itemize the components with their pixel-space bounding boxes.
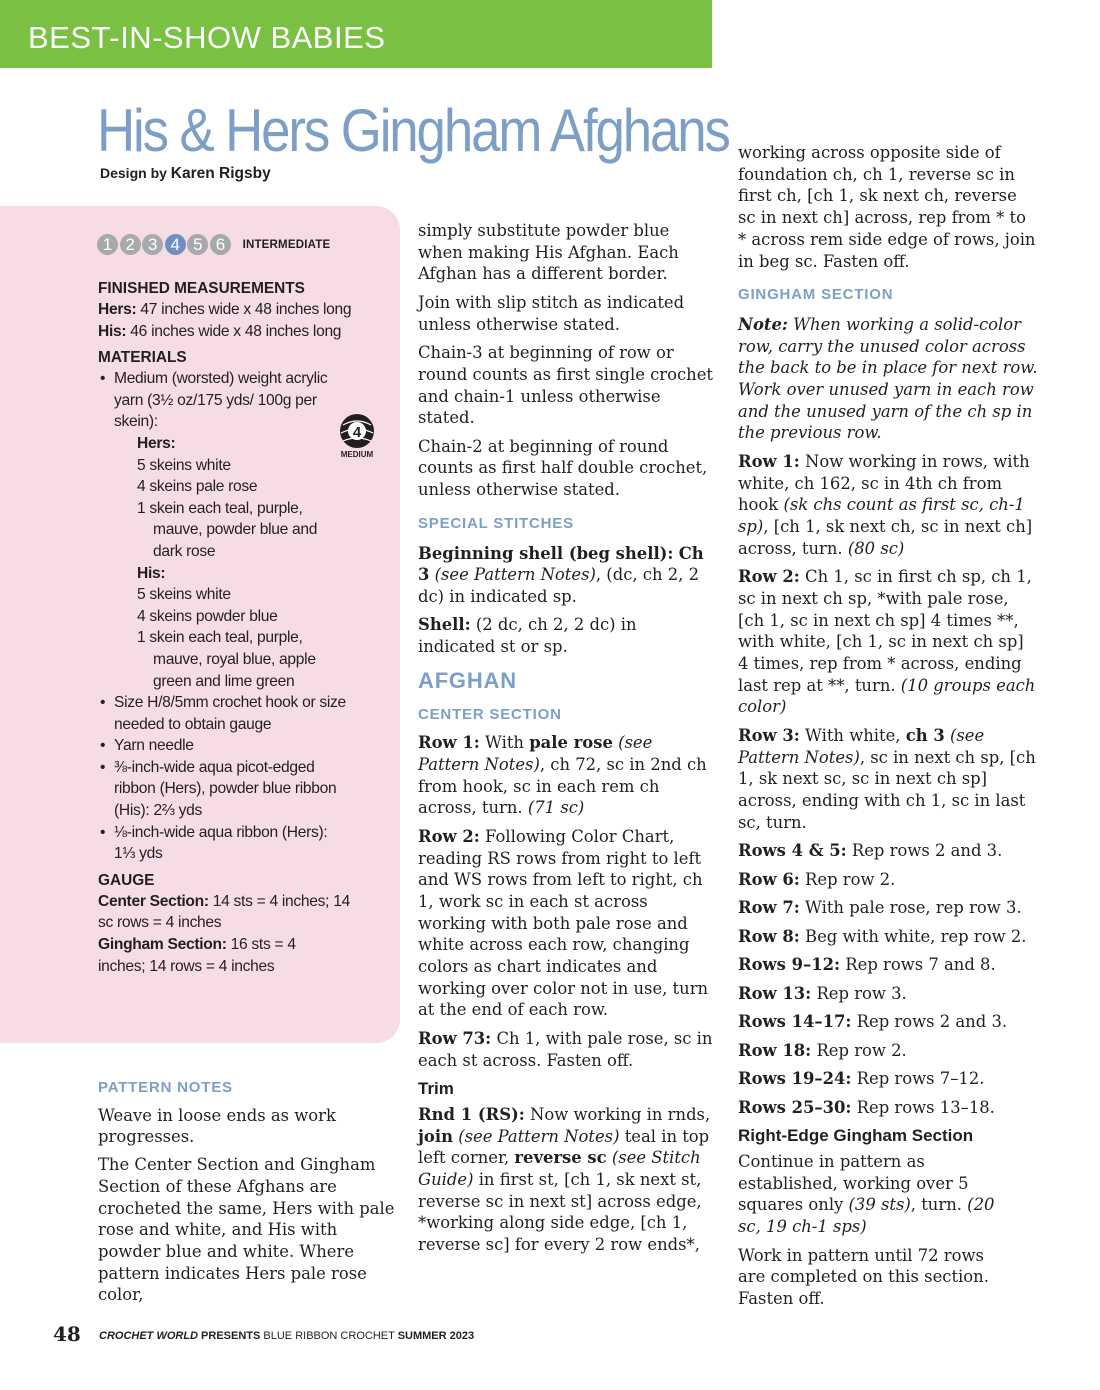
right-edge-p1: Continue in pattern as established, working over 5 squares only (39 sts), turn. (20 sc, 19 ch-1 sps) (738, 1151, 995, 1237)
gingham-row: Rows 19–24: Rep rows 7–12. (738, 1069, 985, 1089)
rnd-1-instruction: Rnd 1 (RS): Now working in rnds, join (see Pattern Notes) teal in top left corner, reverse sc (see Stitch Guide) in first st, [ch 1, sk next st, reverse sc in next st] across edge, *working along side edge, [ch 1, reverse sc] for every 2 row ends*, (418, 1104, 711, 1255)
list-item: • ⅜-inch-wide aqua picot-edged ribbon (Hers), powder blue ribbon (His): 2⅔ yds (98, 757, 348, 822)
finished-measurements-heading: FINISHED MEASUREMENTS (98, 280, 305, 297)
gingham-note: Note: When working a solid-color row, carry the unused color across the back to be in place for next row. Work over unused yarn in each row and the unused yarn of the ch sp in the previous row. (738, 314, 1038, 443)
skill-level-label: INTERMEDIATE (242, 238, 331, 251)
list-item: • Yarn needle (98, 735, 388, 757)
yarn-weight-number: 4 (352, 424, 362, 441)
skill-level-5: 5 (187, 234, 208, 255)
afghan-heading: AFGHAN (418, 667, 517, 693)
byline (100, 165, 271, 183)
skill-level-indicator (97, 234, 330, 255)
gingham-row: Rows 9–12: Rep rows 7 and 8. (738, 955, 996, 975)
paragraph: simply substitute powder blue when making His Afghan. Each Afghan has a different border. (418, 221, 679, 284)
stitch-beg-shell: Beginning shell (beg shell): Ch 3 (see Pattern Notes), (dc, ch 2, 2 dc) in indicated sp. (418, 543, 704, 606)
gingham-row: Row 13: Rep row 3. (738, 983, 907, 1003)
materials-column (98, 279, 388, 977)
materials-list (98, 368, 388, 865)
materials-heading: MATERIALS (98, 349, 187, 367)
paragraph: Chain-3 at beginning of row or round counts as first single crochet and chain-1 unless otherwise stated. (418, 343, 714, 428)
gingham-row: Rows 14–17: Rep rows 2 and 3. (738, 1012, 1008, 1032)
gingham-row: Row 7: With pale rose, rep row 3. (738, 898, 1022, 918)
list-item: 1 skein each teal, purple, mauve, powder blue and dark rose (137, 499, 318, 560)
skill-level-3: 3 (142, 234, 163, 255)
skill-level-1: 1 (97, 234, 118, 255)
gingham-section-heading: GINGHAM SECTION (738, 286, 894, 304)
page-number: 48 (53, 1322, 81, 1346)
rnd-1-continued: working across opposite side of foundation ch, ch 1, reverse sc in first ch, [ch 1, sk next ch, reverse sc in next ch] across, rep from * to * across rem side edge of rows, join in beg sc. Fasten off. (738, 143, 1036, 271)
instructions-column-2 (418, 220, 718, 1263)
special-stitches-heading: SPECIAL STITCHES (418, 514, 574, 532)
paragraph: The Center Section and Gingham Section of these Afghans are crocheted the same, Hers with pale rose and white, and His with powder blue and white. Where pattern indicates Hers pale rose color, (98, 1155, 395, 1305)
page-title: His & Hers Gingham Afghans (97, 97, 729, 164)
row-73-instruction: Row 73: Ch 1, with pale rose, sc in each st across. Fasten off. (418, 1028, 713, 1070)
gingham-row: Rows 25–30: Rep rows 13–18. (738, 1097, 995, 1117)
gingham-row-3: Row 3: With white, ch 3 (see Pattern Notes), sc in next ch sp, [ch 1, sk next sc, sc in next ch sp] across, ending with ch 1, sc in last sc, turn. (738, 725, 1036, 832)
stitch-shell: Shell: (2 dc, ch 2, 2 dc) in indicated st or sp. (418, 615, 637, 657)
list-item: 4 skeins pale rose (137, 478, 258, 496)
skill-level-6: 6 (210, 234, 231, 255)
row-1-instruction: Row 1: With pale rose (see Pattern Notes), ch 72, sc in 2nd ch from hook, sc in each rem ch across, turn. (71 sc) (418, 733, 707, 818)
list-item: 4 skeins powder blue (137, 607, 278, 625)
hers-measurement: Hers: 47 inches wide x 48 inches long (98, 301, 352, 318)
gingham-gauge: Gingham Section: 16 sts = 4 inches; 14 rows = 4 inches (98, 936, 296, 975)
skill-level-4-active: 4 (165, 234, 186, 255)
list-item: • Medium (worsted) weight acrylic yarn (3½ oz/175 yds/ 100g per skein): (98, 368, 334, 433)
instructions-column-3 (738, 142, 1038, 1317)
banner-text: BEST-IN-SHOW BABIES (28, 20, 386, 55)
right-edge-p2: Work in pattern until 72 rows are completed on this section. Fasten off. (738, 1245, 989, 1308)
paragraph: Join with slip stitch as indicated unless otherwise stated. (418, 292, 685, 334)
paragraph: Weave in loose ends as work progresses. (98, 1105, 336, 1147)
his-measurement: His: 46 inches wide x 48 inches long (98, 322, 342, 340)
list-item: • Size H/8/5mm crochet hook or size needed to obtain gauge (98, 692, 348, 735)
gingham-row-1: Row 1: Now working in rows, with white, ch 162, sc in 4th ch from hook (sk chs count as first sc, ch-1 sp), [ch 1, sk next ch, sc in next ch] across, turn. (80 sc) (738, 451, 1033, 558)
gingham-row: Row 18: Rep row 2. (738, 1040, 907, 1060)
pattern-notes-heading: PATTERN NOTES (98, 1079, 233, 1096)
section-banner (0, 0, 712, 68)
yarn-weight-label: MEDIUM (340, 450, 374, 459)
paragraph: Chain-2 at beginning of round counts as first half double crochet, unless otherwise stated. (418, 436, 708, 500)
hers-subheading: Hers: (137, 434, 176, 452)
list-item: 5 skeins white (137, 456, 231, 474)
list-item: 5 skeins white (137, 586, 231, 604)
trim-heading: Trim (418, 1079, 454, 1099)
list-item: 1 skein each teal, purple, mauve, royal blue, apple green and lime green (137, 629, 316, 690)
center-gauge: Center Section: 14 sts = 4 inches; 14 sc rows = 4 inches (98, 892, 350, 932)
designer-name: Karen Rigsby (170, 165, 271, 182)
gingham-row: Rows 4 & 5: Rep rows 2 and 3. (738, 841, 1003, 861)
gingham-row-2: Row 2: Ch 1, sc in first ch sp, ch 1, sc in next ch sp, *with pale rose, [ch 1, sc in next ch sp] 4 times **, with white, [ch 1, sc in next ch sp] 4 times, rep from * across, ending last rep at **, turn. (10 groups each color) (738, 567, 1036, 717)
byline-label: Design by (100, 165, 167, 181)
right-edge-heading: Right-Edge Gingham Section (738, 1126, 974, 1146)
list-item: • ⅛-inch-wide aqua ribbon (Hers): 1⅓ yds (98, 822, 348, 865)
his-subheading: His: (137, 564, 166, 582)
gingham-row: Row 8: Beg with white, rep row 2. (738, 926, 1027, 946)
running-footer: CROCHET WORLD PRESENTS BLUE RIBBON CROCHET SUMMER 2023 (99, 1330, 475, 1342)
skill-level-2: 2 (120, 234, 141, 255)
row-2-instruction: Row 2: Following Color Chart, reading RS rows from right to left and WS rows from left to right, ch 1, work sc in each st across working with both pale rose and white across each row, changing colors as chart indicates and working over color not in use, turn at the end of each row. (418, 826, 709, 1020)
gauge-heading: GAUGE (98, 871, 155, 889)
gingham-row: Row 6: Rep row 2. (738, 869, 896, 889)
center-section-heading: CENTER SECTION (418, 705, 562, 723)
pattern-notes (98, 1077, 398, 1312)
